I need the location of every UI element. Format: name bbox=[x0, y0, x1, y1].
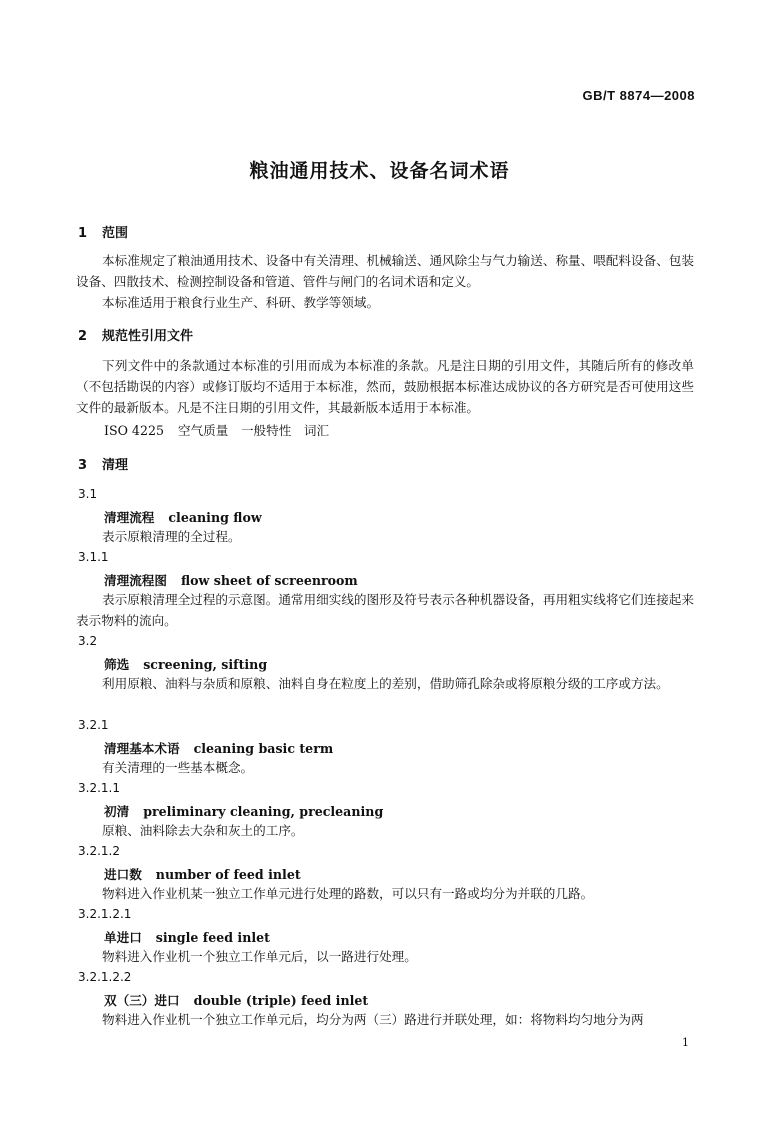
section-3-heading: 3 清理 bbox=[78, 458, 129, 473]
clause-number: 3.2.1.2.2 bbox=[78, 970, 132, 984]
term-definition: 表示原粮清理的全过程。 bbox=[102, 529, 241, 544]
term-chinese: 双（三）进口 bbox=[104, 993, 180, 1008]
term-entry bbox=[78, 990, 368, 1009]
term-entry bbox=[78, 654, 267, 673]
section-2-paragraph: 下列文件中的条款通过本标准的引用而成为本标准的条款。凡是注日期的引用文件，其随后所有的修改单（不包括勘误的内容）或修订版均不适用于本标准，然而，鼓励根据本标准达成协议的各方研究是否可使用这些文件的最新版本。凡是不注日期的引用文件，其最新版本适用于本标准。 bbox=[76, 358, 694, 415]
term-definition: 有关清理的一些基本概念。 bbox=[102, 760, 254, 775]
term-chinese: 清理流程图 bbox=[104, 573, 167, 588]
term-english: preliminary cleaning, precleaning bbox=[143, 804, 384, 819]
term-definition: 表示原粮清理全过程的示意图。通常用细实线的图形及符号表示各种机器设备，再用粗实线将它们连接起来表示物料的流向。 bbox=[76, 592, 694, 628]
term-chinese: 清理基本术语 bbox=[104, 741, 180, 756]
clause-number: 3.1.1 bbox=[78, 550, 109, 564]
clause-number: 3.2.1 bbox=[78, 718, 109, 732]
term-entry bbox=[78, 570, 358, 589]
normative-reference bbox=[78, 420, 343, 439]
term-definition: 物料进入作业机某一独立工作单元进行处理的路数，可以只有一路或均分为并联的几路。 bbox=[102, 886, 594, 901]
clause-number: 3.2.1.2.1 bbox=[78, 907, 132, 921]
clause-number: 3.2 bbox=[78, 634, 98, 648]
term-english: cleaning flow bbox=[168, 510, 262, 525]
term-definition: 物料进入作业机一个独立工作单元后，均分为两（三）路进行并联处理，如：将物料均匀地分为两 bbox=[102, 1012, 644, 1027]
document-title: 粮油通用技术、设备名词术语 bbox=[249, 160, 510, 182]
term-definition: 利用原粮、油料与杂质和原粮、油料自身在粒度上的差别，借助筛孔除杂或将原粮分级的工序或方法。 bbox=[102, 676, 669, 691]
term-chinese: 清理流程 bbox=[104, 510, 155, 525]
term-entry bbox=[78, 927, 270, 946]
clause-number: 3.1 bbox=[78, 487, 98, 501]
term-english: screening, sifting bbox=[143, 657, 268, 672]
term-entry bbox=[78, 864, 301, 883]
term-english: number of feed inlet bbox=[155, 867, 301, 882]
term-english: double (triple) feed inlet bbox=[193, 993, 369, 1008]
term-entry bbox=[78, 507, 262, 526]
term-entry bbox=[78, 801, 383, 820]
page-number: 1 bbox=[682, 1036, 689, 1049]
term-chinese: 单进口 bbox=[104, 930, 142, 945]
section-1-paragraph-1: 本标准规定了粮油通用技术、设备中有关清理、机械输送、通风除尘与气力输送、称量、喂配料设备、包装设备、四散技术、检测控制设备和管道、管件与闸门的名词术语和定义。 bbox=[76, 253, 694, 289]
reference-title: 空气质量 一般特性 词汇 bbox=[177, 423, 330, 438]
term-english: cleaning basic term bbox=[193, 741, 334, 756]
section-1-heading: 1 范围 bbox=[78, 226, 129, 241]
term-chinese: 初清 bbox=[104, 804, 130, 819]
clause-number: 3.2.1.1 bbox=[78, 781, 120, 795]
term-entry bbox=[78, 738, 333, 757]
term-chinese: 筛选 bbox=[104, 657, 130, 672]
section-2-heading: 2 规范性引用文件 bbox=[78, 329, 194, 344]
term-english: flow sheet of screenroom bbox=[180, 573, 358, 588]
reference-code: ISO 4225 bbox=[104, 423, 164, 438]
section-1-paragraph-2: 本标准适用于粮食行业生产、科研、教学等领域。 bbox=[102, 295, 380, 310]
term-definition: 物料进入作业机一个独立工作单元后，以一路进行处理。 bbox=[102, 949, 417, 964]
standard-code: GB/T 8874—2008 bbox=[582, 88, 695, 103]
term-english: single feed inlet bbox=[155, 930, 270, 945]
term-definition: 原粮、油料除去大杂和灰土的工序。 bbox=[102, 823, 304, 838]
term-chinese: 进口数 bbox=[104, 867, 142, 882]
clause-number: 3.2.1.2 bbox=[78, 844, 120, 858]
